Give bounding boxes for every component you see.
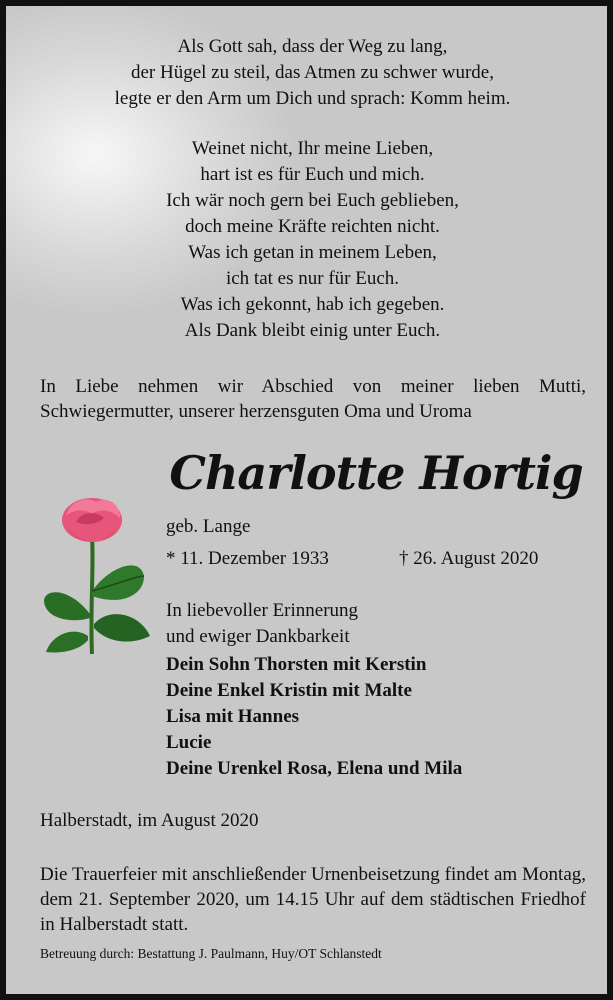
poem-line: der Hügel zu steil, das Atmen zu schwer wurde, [130, 62, 494, 83]
poem-line: doch meine Kräfte reichten nicht. [185, 216, 440, 237]
funeral-home: Betreuung durch: Bestattung J. Paulmann, Huy/OT Schlanstedt [40, 946, 382, 961]
deceased-name: Charlotte Hortig [169, 446, 583, 500]
rose-icon [40, 496, 152, 656]
poem-line: Ich wär noch gern bei Euch geblieben, [166, 190, 459, 211]
maiden-name: geb. Lange [166, 516, 251, 537]
poem-line: Als Gott sah, dass der Weg zu lang, [177, 36, 448, 57]
poem-line: hart ist es für Euch und mich. [200, 164, 425, 185]
mourner-name: Deine Enkel Kristin mit Malte [166, 680, 412, 701]
memory-line: und ewiger Dankbarkeit [166, 626, 350, 647]
poem-stanza-1 [26, 34, 599, 112]
mourner-name: Deine Urenkel Rosa, Elena und Mila [166, 758, 463, 779]
mourner-name: Lucie [166, 732, 212, 753]
poem-line: Als Dank bleibt einig unter Euch. [184, 320, 441, 341]
mourner-name: Dein Sohn Thorsten mit Kerstin [166, 654, 427, 675]
memory-line: In liebevoller Erinnerung [166, 600, 359, 621]
death-date: † 26. August 2020 [399, 548, 539, 569]
poem-stanza-2 [26, 136, 599, 344]
poem-line: Was ich getan in meinem Leben, [188, 242, 437, 263]
birth-date: * 11. Dezember 1933 [166, 548, 329, 569]
mourner-name: Lisa mit Hannes [166, 706, 300, 727]
poem-line: legte er den Arm um Dich und sprach: Komm heim. [114, 88, 511, 109]
farewell-text: In Liebe nehmen wir Abschied von meiner lieben Mutti, Schwiegermutter, unserer herzensguten Oma und Uroma [40, 376, 586, 422]
poem-line: Was ich gekonnt, hab ich gegeben. [180, 294, 445, 315]
poem-line: ich tat es nur für Euch. [225, 268, 400, 289]
ceremony-text: Die Trauerfeier mit anschließender Urnenbeisetzung findet am Montag, dem 21. September 2020, um 14.15 Uhr auf dem städtischen Friedhof in Halberstadt statt. [40, 864, 586, 935]
poem-line: Weinet nicht, Ihr meine Lieben, [191, 138, 434, 159]
place-date: Halberstadt, im August 2020 [40, 810, 259, 831]
